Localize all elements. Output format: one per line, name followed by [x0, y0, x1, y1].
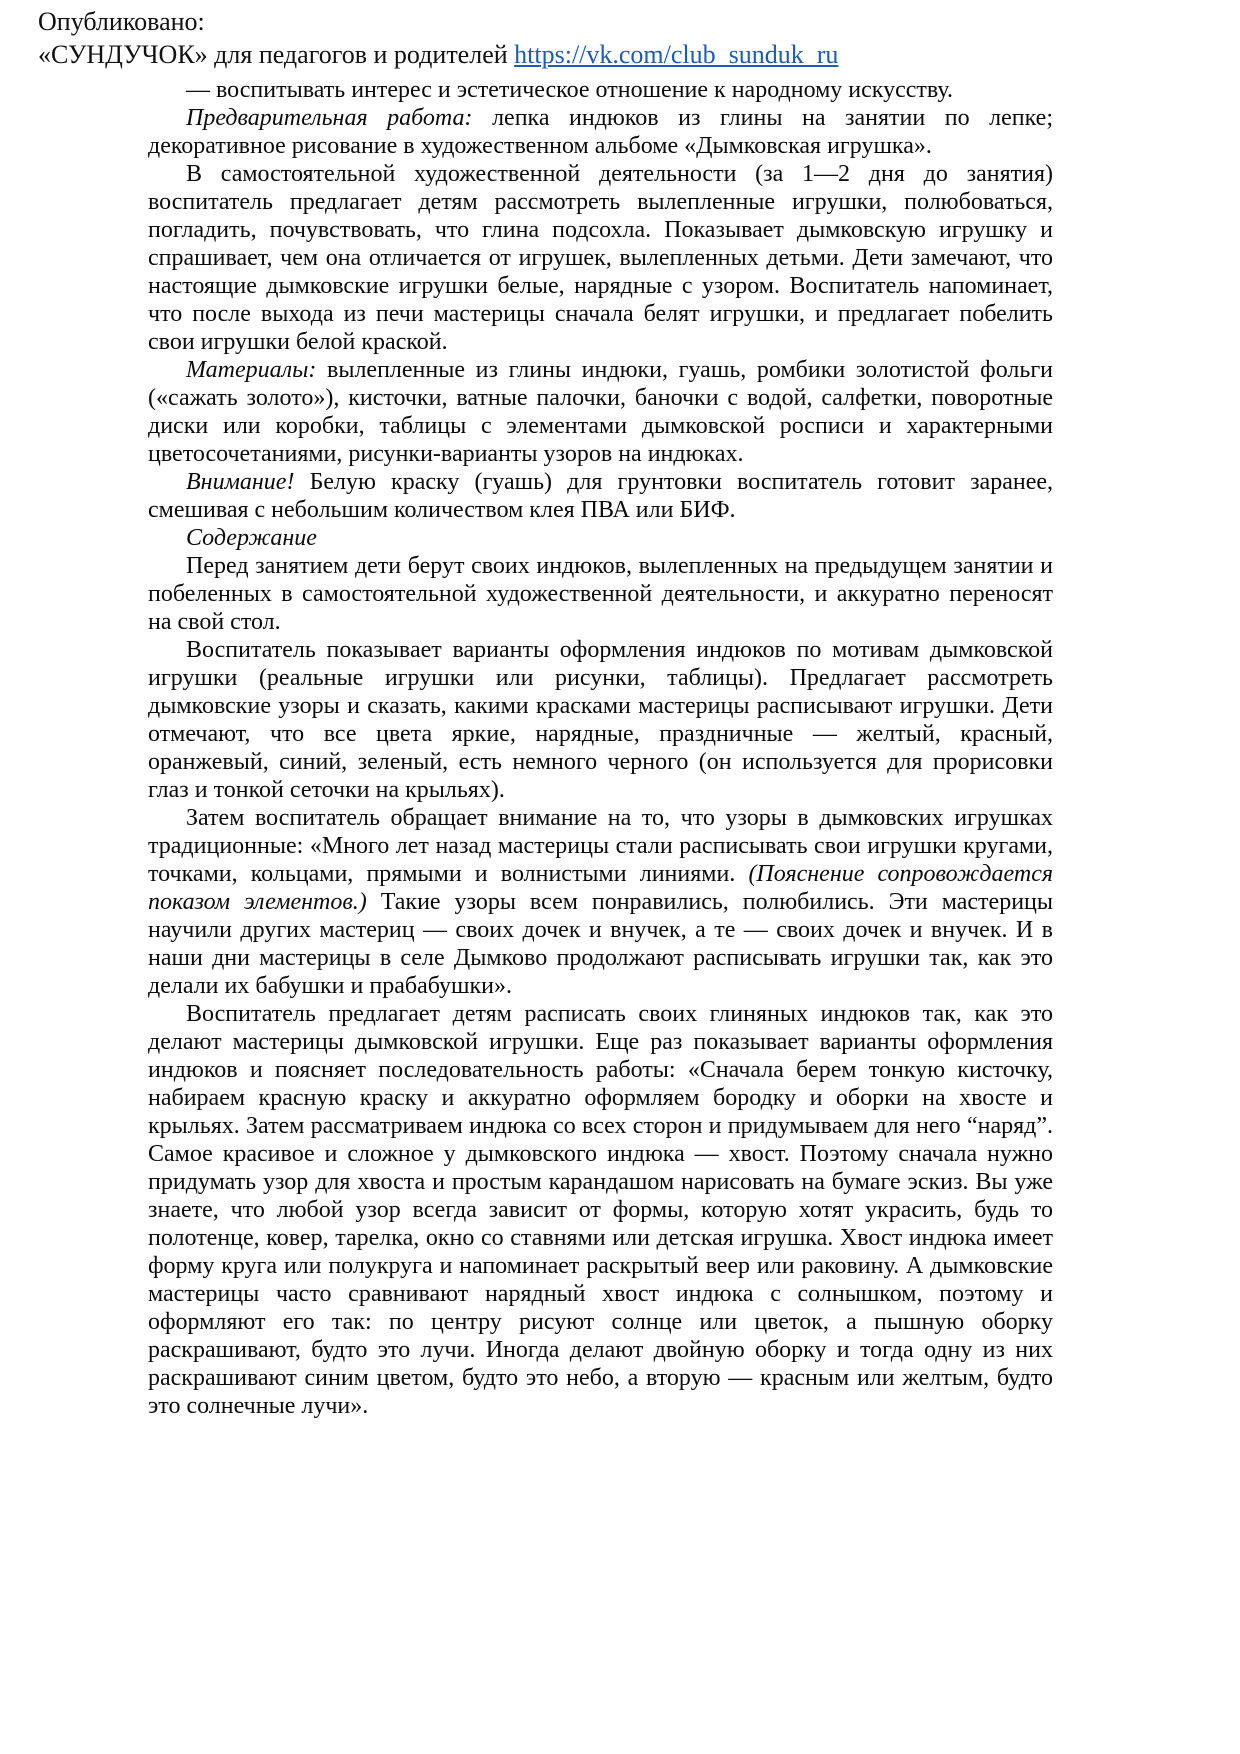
text-segment: Воспитатель показывает варианты оформления индюков по мотивам дымковской игрушки (реальные игрушки или рисунки, таблицы). Предлагает рассмотреть дымковские узоры и сказать, какими красками мастерицы расписывают игрушки. Дети отмечают, что все цвета яркие, нарядные, праздничные — желтый, красный, оранжевый, синий, зеленый, есть немного черного (он используется для прорисовки глаз и тонкой сеточки на крыльях). — [148, 637, 1053, 803]
paragraph — [148, 804, 1053, 1000]
italic-text-segment: Предварительная работа: — [186, 105, 473, 131]
text-segment: В самостоятельной художественной деятельности (за 1—2 дня до занятия) воспитатель предлагает детям рассмотреть вылепленные игрушки, полюбоваться, погладить, почувствовать, что глина подсохла. Показывает дымковскую игрушку и спрашивает, чем она отличается от игрушек, вылепленных детьми. Дети замечают, что настоящие дымковские игрушки белые, нарядные с узором. Воспитатель напоминает, что после выхода из печи мастерицы сначала белят игрушки, и предлагает побелить свои игрушки белой краской. — [148, 161, 1053, 355]
italic-text-segment: Материалы: — [186, 357, 317, 383]
italic-text-segment: Внимание! — [186, 469, 295, 495]
paragraph — [148, 104, 1053, 160]
italic-text-segment: Содержание — [186, 525, 317, 551]
text-segment: Белую краску (гуашь) для грунтовки воспитатель готовит заранее, смешивая с небольшим количеством клея ПВА или БИФ. — [148, 469, 1053, 523]
italic-text-segment: (Пояснение сопровождается показом элементов.) — [148, 861, 1054, 915]
text-segment: — воспитывать интерес и эстетическое отношение к народному искусству. — [186, 77, 954, 103]
text-segment: лепка индюков из глины на занятии по лепке; декоративное рисование в художественном альбоме «Дымковская игрушка». — [148, 105, 1053, 159]
text-segment: Перед занятием дети берут своих индюков, вылепленных на предыдущем занятии и побеленных в самостоятельной художественной деятельности, и аккуратно переносят на свой стол. — [148, 553, 1053, 635]
document-header — [0, 0, 1240, 71]
paragraph — [148, 1000, 1053, 1420]
paragraph — [148, 356, 1053, 468]
source-line — [38, 38, 1240, 71]
text-segment: Воспитатель предлагает детям расписать своих глиняных индюков так, как это делают мастерицы дымковской игрушки. Еще раз показывает варианты оформления индюков и поясняет последовательность работы: «Сначала берем тонкую кисточку, набираем красную краску и аккуратно оформляем бородку и оборки на хвосте и крыльях. Затем рассматриваем индюка со всех сторон и придумываем для него “наряд”. Самое красивое и сложное у дымковского индюка — хвост. Поэтому сначала нужно придумать узор для хвоста и простым карандашом нарисовать на бумаге эскиз. Вы уже знаете, что любой узор всегда зависит от формы, которую хотят украсить, будь то полотенце, ковер, тарелка, окно со ставнями или детская игрушка. Хвост индюка имеет форму круга или полукруга и напоминает раскрытый веер или раковину. А дымковские мастерицы часто сравнивают нарядный хвост индюка с солнышком, поэтому и оформляют его так: по центру рисуют солнце или цветок, а пышную оборку раскрашивают, будто это лучи. Иногда делают двойную оборку и тогда одну из них раскрашивают синим цветом, будто это небо, а вторую — красным или желтым, будто это солнечные лучи». — [148, 1001, 1053, 1419]
published-label: Опубликовано: — [38, 7, 205, 36]
text-segment: Такие узоры всем понравились, полюбились. Эти мастерицы научили других мастериц — своих дочек и внучек, а те — своих дочек и внучек. И в наши дни мастерицы в селе Дымково продолжают расписывать игрушки так, как это делали их бабушки и прабабушки». — [148, 889, 1054, 999]
document-body — [148, 76, 1053, 1420]
source-line-text: «СУНДУЧОК» для педагогов и родителей — [38, 40, 515, 69]
text-segment: Затем воспитатель обращает внимание на то, что узоры в дымковских игрушках традиционные: «Много лет назад мастерицы стали расписывать свои игрушки кругами, точками, кольцами, прямыми и волнистыми линиями. — [148, 805, 1053, 887]
paragraph — [148, 552, 1053, 636]
paragraph — [148, 468, 1053, 524]
vk-club-link[interactable]: https://vk.com/club_sunduk_ru — [514, 40, 839, 69]
text-segment: вылепленные из глины индюки, гуашь, ромбики золотистой фольги («сажать золото»), кисточки, ватные палочки, баночки с водой, салфетки, поворотные диски или коробки, таблицы с элементами дымковской росписи и характерными цветосочетаниями, рисунки-варианты узоров на индюках. — [148, 357, 1053, 467]
paragraph — [148, 636, 1053, 804]
paragraph — [148, 76, 1053, 104]
paragraph — [148, 524, 1053, 552]
paragraph — [148, 160, 1053, 356]
